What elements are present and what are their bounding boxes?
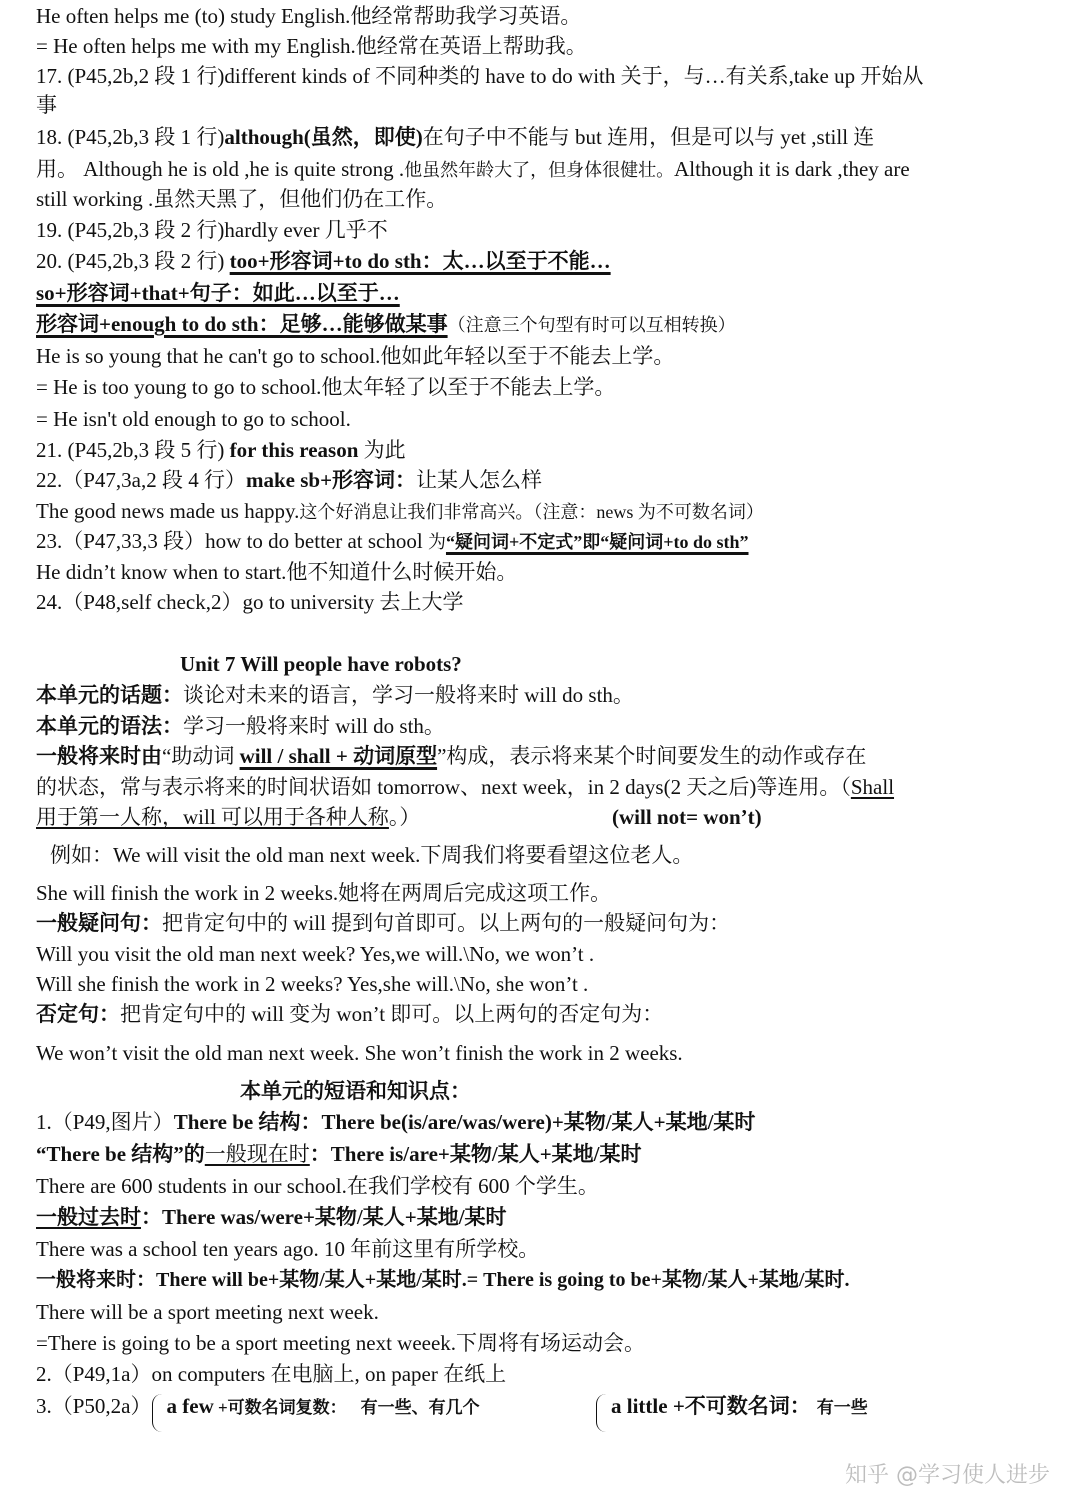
example-en: The good news made us happy. [36,499,300,523]
item-19: 19. (P45,2b,3 段 2 行)hardly ever 几乎不 [36,218,388,242]
item-number: 21. (P45,2b,3 段 5 行) [36,438,230,462]
sentence-pattern: so+形容词+that+句子：如此…以至于… [36,281,400,305]
keyword: a little [611,1394,668,1418]
explanation: “助动词 [162,744,240,768]
text-line: = He isn't old enough to go to school. [36,407,351,431]
explanation: 。） [388,805,421,829]
explanation: 把肯定句中的 will 变为 won’t 即可。以上两句的否定句为： [120,1002,664,1026]
contraction-note: (will not= won’t) [612,805,762,829]
explanation: 有一些 [816,1398,868,1417]
sentence-pattern: ：There is/are+某物/某人+某地/某时 [309,1142,642,1166]
text-line [36,1203,507,1231]
point-3-right [596,1392,868,1430]
explanation: 让某人怎么样 [416,468,543,492]
keyword: although(虽然，即使) [224,125,423,149]
item-20 [36,247,611,275]
text-line [36,909,730,937]
left-brace-icon [152,1394,165,1432]
label: 否定句： [36,1002,120,1026]
explanation: ”构成，表示将来某个时间要发生的动作或存在 [437,744,867,768]
text-line: He often helps me (to) study English.他经常帮助我学习英语。 [36,4,582,28]
label: 一般疑问句： [36,911,162,935]
explanation: +可数名词复数： [213,1398,347,1417]
item-22 [36,466,542,494]
item-number: 20. (P45,2b,3 段 2 行) [36,249,230,273]
explanation: 为此 [358,438,406,462]
tense-name: 一般过去时 [36,1205,141,1229]
text-line [36,1000,663,1028]
text-line: 事 [36,93,57,117]
text-line: We won’t visit the old man next week. She won’t finish the work in 2 weeks. [36,1041,683,1065]
item-number: 1.（P49,图片） [36,1110,174,1134]
point-1 [36,1108,755,1136]
text-line [36,742,866,770]
text-line: He didn’t know when to start.他不知道什么时候开始。 [36,560,518,584]
text-line [36,773,894,801]
text-line [36,310,736,339]
underlined-text: 用于第一人称，will 可以用于各种人称 [36,805,389,829]
text-line: She will finish the work in 2 weeks.她将在两周后完成这项工作。 [36,881,612,905]
underlined-text: Shall [850,775,895,799]
explanation: 有一些、有几个 [360,1398,480,1417]
example-en: 用。 Although he is old ,he is quite strong . [36,157,405,181]
item-number: 18. (P45,2b,3 段 1 行) [36,125,225,149]
label: “There be 结构”的 [36,1142,205,1166]
left-brace-icon [596,1394,609,1432]
text-line: There was a school ten years ago. 10 年前这里有所学校。 [36,1237,540,1261]
explanation: 学习一般将来时 will do sth。 [183,714,445,738]
tense-name: 一般现在时 [204,1142,310,1166]
item-18 [36,123,874,151]
point-2: 2.（P49,1a）on computers 在电脑上, on paper 在纸上 [36,1362,507,1386]
text-line: = He often helps me with my English.他经常在英语上帮助我。 [36,34,587,58]
example-zh: 这个好消息让我们非常高兴。（注意：news 为不可数名词） [299,502,764,522]
sentence-pattern: will / shall + 动词原型 [239,744,438,768]
example-zh: 他虽然年龄大了，但身体很健壮。 [404,160,675,180]
item-24: 24.（P48,self check,2）go to university 去上大学 [36,590,464,614]
explanation: 谈论对未来的语言，学习一般将来时 will do sth。 [183,683,634,707]
sentence-pattern: too+形容词+to do sth：太…以至于不能… [229,249,611,273]
keyword: make sb+形容词： [246,468,417,492]
item-number: 3.（P50,2a） [36,1394,152,1418]
item-23 [36,527,749,556]
text-line: There are 600 students in our school.在我们学校有 600 个学生。 [36,1174,599,1198]
item-number: 22.（P47,3a,2 段 4 行） [36,468,246,492]
text-line [36,712,445,740]
label: 一般将来时由 [36,744,162,768]
text-line: There will be a sport meeting next week. [36,1300,379,1324]
label: 本单元的语法： [36,714,183,738]
text-line [36,1140,642,1168]
text-line [36,497,764,526]
item-number: 23.（P47,33,3 段）how to do better at school [36,529,428,553]
text-line [36,803,796,831]
explanation: +不可数名词： [667,1394,811,1418]
unit-title: Unit 7 Will people have robots? [180,652,462,676]
explanation: 在句子中不能与 but 连用，但是可以与 yet ,still 连 [422,125,875,149]
point-3 [36,1392,480,1430]
note: （注意三个句型有时可以互相转换） [447,315,736,335]
text-line [36,681,634,709]
text-line: Will you visit the old man next week? Yes,we will.\No, we won’t . [36,942,595,966]
item-21 [36,436,406,464]
explanation: 的状态，常与表示将来的时间状语如 tomorrow、next week，in 2 days(2 天之后)等连用。（ [36,775,851,799]
text-line: 例如：We will visit the old man next week.下周我们将要看望这位老人。 [50,843,694,867]
sentence-pattern: 一般将来时：There will be+某物/某人+某地/某时.= There is going to be+某物/某人+某地/某时. [36,1269,850,1291]
text-line: He is so young that he can't go to school.他如此年轻以至于不能去上学。 [36,344,675,368]
label: 本单元的话题： [36,683,183,707]
watermark: 知乎 @学习使人进步 [845,1463,1050,1488]
text-line: = He is too young to go to school.他太年轻了以至于不能去上学。 [36,375,616,399]
explanation: 为 [427,532,446,552]
sentence-pattern: ：There was/were+某物/某人+某地/某时 [141,1205,507,1229]
explanation: 把肯定句中的 will 提到句首即可。以上两句的一般疑问句为： [162,911,731,935]
sentence-pattern: “疑问词+不定式”即“疑问词+to do sth” [445,532,749,552]
sentence-pattern: 形容词+enough to do sth：足够…能够做某事 [36,312,448,336]
text-line: =There is going to be a sport meeting next weeek.下周将有场运动会。 [36,1331,646,1355]
keyword: a few [166,1394,214,1418]
text-line: 17. (P45,2b,2 段 1 行)different kinds of 不同种类的 have to do with 关于，与…有关系,take up 开始从 [36,64,924,88]
text-line [36,155,910,184]
example-en: Although it is dark ,they are [674,157,910,181]
keyword: for this reason [229,438,359,462]
text-line: still working .虽然天黑了，但他们仍在工作。 [36,187,448,211]
section-title: 本单元的短语和知识点： [240,1079,471,1103]
text-line: Will she finish the work in 2 weeks? Yes,she will.\No, she won’t . [36,972,589,996]
sentence-pattern: There be 结构：There be(is/are/was/were)+某物/某人+某地/某时 [173,1110,756,1134]
